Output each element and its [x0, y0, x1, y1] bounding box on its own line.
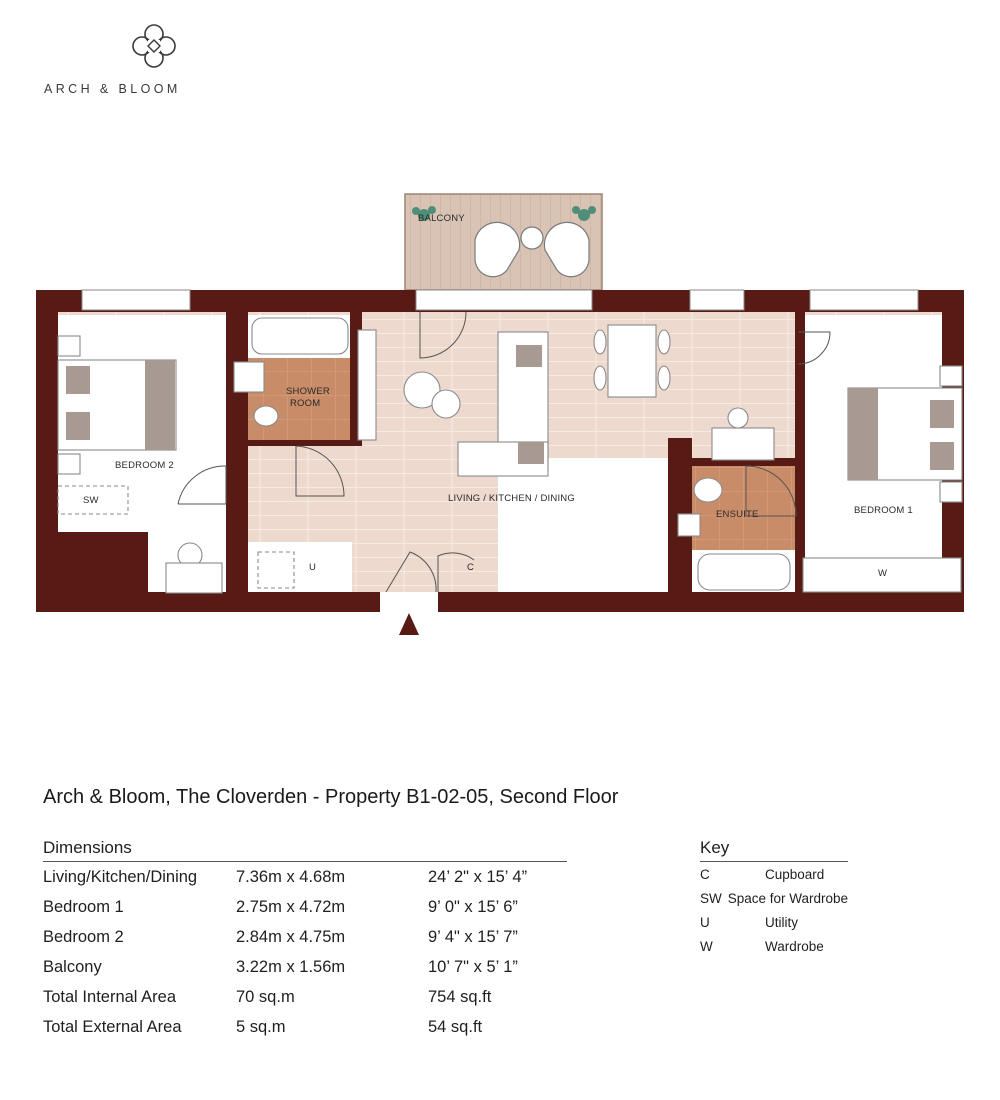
- row-imperial: 754 sq.ft: [428, 987, 492, 1006]
- key-code: U: [700, 914, 710, 930]
- dimensions-table: [43, 838, 567, 1042]
- living-label: LIVING / KITCHEN / DINING: [448, 493, 575, 504]
- row-imperial: 54 sq.ft: [428, 1017, 483, 1036]
- row-imperial: 10’ 7" x 5’ 1”: [428, 957, 518, 976]
- table-row: [43, 1012, 567, 1042]
- list-item: [700, 862, 848, 886]
- shower-room-label-2: ROOM: [290, 398, 321, 409]
- ensuite-label: ENSUITE: [716, 509, 759, 520]
- bedroom1-label: BEDROOM 1: [854, 505, 913, 516]
- row-metric: 2.84m x 4.75m: [236, 927, 346, 946]
- key-label: Wardrobe: [765, 938, 824, 954]
- key-heading: Key: [700, 838, 848, 862]
- key-label: Cupboard: [765, 866, 825, 882]
- row-name: Total External Area: [43, 1017, 182, 1036]
- row-name: Bedroom 2: [43, 927, 124, 946]
- quatrefoil-icon: [124, 16, 184, 76]
- key-code: W: [700, 938, 713, 954]
- floor-plan: [0, 180, 1000, 640]
- table-row: [43, 922, 567, 952]
- key-label: Utility: [765, 914, 798, 930]
- row-metric: 5 sq.m: [236, 1017, 286, 1036]
- table-row: [43, 862, 567, 892]
- list-item: [700, 886, 848, 910]
- entrance-gap: [380, 592, 438, 612]
- brand-logo: [40, 16, 200, 106]
- row-name: Total Internal Area: [43, 987, 176, 1006]
- balcony-label: BALCONY: [418, 213, 465, 224]
- utility-floor: [248, 542, 352, 597]
- table-row: [43, 952, 567, 982]
- row-metric: 70 sq.m: [236, 987, 295, 1006]
- floor-plan-drawing: [0, 180, 1000, 640]
- row-imperial: 24’ 2" x 15’ 4”: [428, 867, 528, 886]
- cupboard-label: C: [467, 562, 475, 573]
- wardrobe-label: W: [878, 568, 888, 579]
- entrance-arrow-icon: [399, 613, 419, 635]
- bedroom2-label: BEDROOM 2: [115, 460, 174, 471]
- list-item: [700, 910, 848, 934]
- utility-label: U: [309, 562, 317, 573]
- key-code: C: [700, 866, 710, 882]
- key-legend: [700, 838, 848, 958]
- key-label: Space for Wardrobe: [727, 890, 848, 906]
- row-metric: 3.22m x 1.56m: [236, 957, 346, 976]
- dimensions-heading: Dimensions: [43, 838, 567, 862]
- row-imperial: 9’ 0" x 15’ 6”: [428, 897, 518, 916]
- sw-label: SW: [83, 495, 99, 506]
- brand-name: ARCH & BLOOM: [44, 82, 181, 96]
- property-title: Arch & Bloom, The Cloverden - Property B1-02-05, Second Floor: [43, 786, 619, 808]
- shower-room-label-1: SHOWER: [286, 386, 330, 397]
- table-row: [43, 982, 567, 1012]
- kitchen-counter: [498, 458, 668, 593]
- key-code: SW: [700, 890, 722, 906]
- row-name: Balcony: [43, 957, 102, 976]
- row-metric: 2.75m x 4.72m: [236, 897, 346, 916]
- list-item: [700, 934, 848, 958]
- row-imperial: 9’ 4" x 15’ 7”: [428, 927, 518, 946]
- row-name: Living/Kitchen/Dining: [43, 867, 198, 886]
- row-metric: 7.36m x 4.68m: [236, 867, 346, 886]
- table-row: [43, 892, 567, 922]
- row-name: Bedroom 1: [43, 897, 124, 916]
